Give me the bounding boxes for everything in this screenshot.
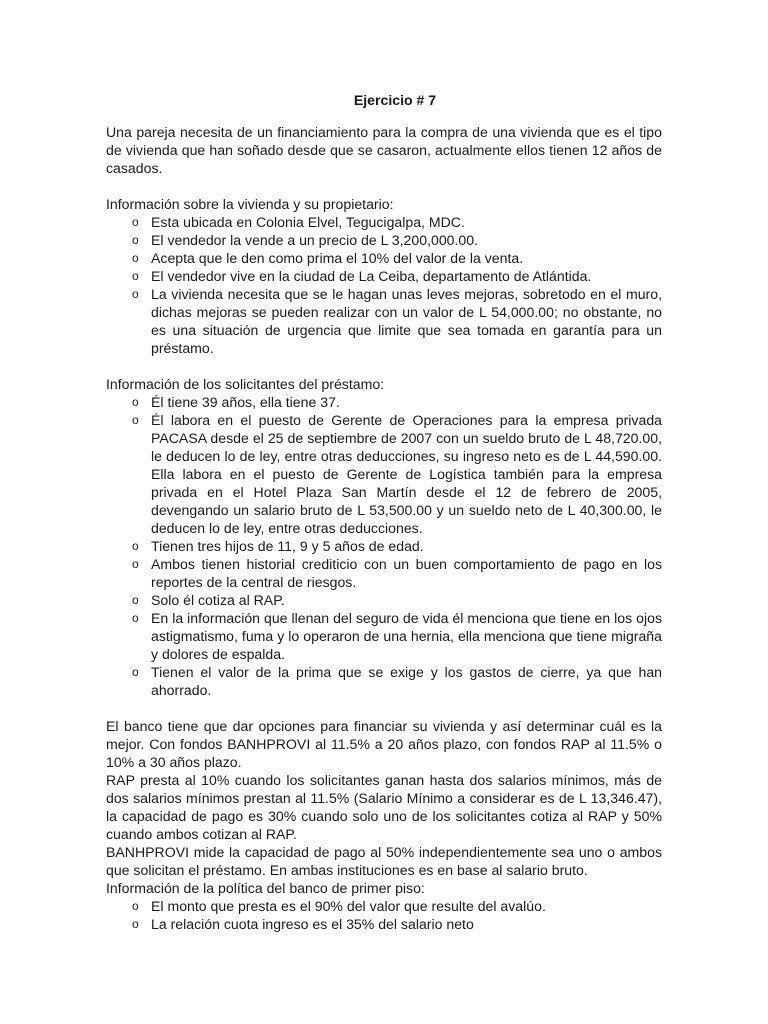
list-item xyxy=(106,249,662,267)
bullet-icon: o xyxy=(132,251,139,265)
section2-list xyxy=(106,393,662,699)
intro-paragraph: Una pareja necesita de un financiamiento para la compra de una vivienda que es el tipo de vivienda que han soñado desde que se casaron, actualmente ellos tienen 12 años de casados. xyxy=(106,124,662,176)
list-item-text: La vivienda necesita que se le hagan unas leves mejoras, sobretodo en el muro, dichas mejoras se pueden realizar con un valor de L 54,000.00; no obstante, no es una situación de urgencia que limite que sea tomada en garantía para un préstamo. xyxy=(151,286,662,356)
list-item-text: Solo él cotiza al RAP. xyxy=(151,592,285,608)
list-item xyxy=(106,609,662,663)
list-item xyxy=(106,537,662,555)
section1-list xyxy=(106,213,662,357)
bullet-icon: o xyxy=(132,899,139,913)
list-item-text: Ambos tienen historial crediticio con un buen comportamiento de pago en los reportes de la central de riesgos. xyxy=(151,556,662,590)
list-item-text: El monto que presta es el 90% del valor que resulte del avalúo. xyxy=(151,898,546,914)
list-item xyxy=(106,663,662,699)
list-item-text: Tienen tres hijos de 11, 9 y 5 años de edad. xyxy=(151,538,424,554)
bullet-icon: o xyxy=(132,269,139,283)
list-item-text: Él tiene 39 años, ella tiene 37. xyxy=(151,394,340,410)
section3-list xyxy=(106,897,662,933)
list-item xyxy=(106,411,662,537)
bullet-icon: o xyxy=(132,917,139,931)
bullet-icon: o xyxy=(132,233,139,247)
bullet-icon: o xyxy=(132,611,139,625)
section3-heading: Información de la política del banco de primer piso: xyxy=(106,880,425,896)
list-item-text: El vendedor la vende a un precio de L 3,200,000.00. xyxy=(151,232,479,248)
list-item-text: Esta ubicada en Colonia Elvel, Tegucigalpa, MDC. xyxy=(151,214,465,230)
list-item-text: Él labora en el puesto de Gerente de Operaciones para la empresa privada PACASA desde el 25 de septiembre de 2007 con un sueldo bruto de L 48,720.00, le deducen lo de ley, entre otras deducciones, su ingreso neto es de L 44,590.00. Ella labora en el puesto de Gerente de Logística también para la empresa privada en el Hotel Plaza San Martín desde el 12 de febrero de 2005, devengando un salario bruto de L 53,500.00 y un sueldo neto de L 40,300.00, le deducen lo de ley, entre otras deducciones. xyxy=(151,412,662,536)
section2-heading: Información de los solicitantes del préstamo: xyxy=(106,376,385,392)
banhprovi-paragraph: BANHPROVI mide la capacidad de pago al 50% independientemente sea uno o ambos que solicitan el préstamo. En ambas instituciones es en base al salario bruto. xyxy=(106,844,662,878)
bullet-icon: o xyxy=(132,665,139,679)
list-item-text: Tienen el valor de la prima que se exige y los gastos de cierre, ya que han ahorrado. xyxy=(151,664,662,698)
list-item xyxy=(106,267,662,285)
list-item-text: La relación cuota ingreso es el 35% del salario neto xyxy=(151,916,474,932)
bullet-icon: o xyxy=(132,215,139,229)
list-item xyxy=(106,285,662,357)
bullet-icon: o xyxy=(132,395,139,409)
list-item-text: El vendedor vive en la ciudad de La Ceiba, departamento de Atlántida. xyxy=(151,268,592,284)
bullet-icon: o xyxy=(132,287,139,301)
bullet-icon: o xyxy=(132,539,139,553)
list-item xyxy=(106,393,662,411)
list-item xyxy=(106,915,662,933)
bank-options-paragraph: El banco tiene que dar opciones para financiar su vivienda y así determinar cuál es la mejor. Con fondos BANHPROVI al 11.5% a 20 años plazo, con fondos RAP al 11.5% o 10% a 30 años plazo. xyxy=(106,718,662,770)
list-item xyxy=(106,231,662,249)
list-item xyxy=(106,213,662,231)
list-item-text: Acepta que le den como prima el 10% del valor de la venta. xyxy=(151,250,524,266)
document-title: Ejercicio # 7 xyxy=(353,92,437,108)
list-item xyxy=(106,555,662,591)
list-item xyxy=(106,591,662,609)
section1-heading: Información sobre la vivienda y su propietario: xyxy=(106,196,394,212)
bullet-icon: o xyxy=(132,557,139,571)
bullet-icon: o xyxy=(132,593,139,607)
bullet-icon: o xyxy=(132,413,139,427)
rap-paragraph: RAP presta al 10% cuando los solicitantes ganan hasta dos salarios mínimos, más de dos salarios mínimos prestan al 11.5% (Salario Mínimo a considerar es de L 13,346.47), la capacidad de pago es 30% cuando solo uno de los solicitantes cotiza al RAP y 50% cuando ambos cotizan al RAP. xyxy=(106,772,662,842)
list-item-text: En la información que llenan del seguro de vida él menciona que tiene en los ojos astigmatismo, fuma y lo operaron de una hernia, ella menciona que tiene migraña y dolores de espalda. xyxy=(151,610,662,662)
list-item xyxy=(106,897,662,915)
